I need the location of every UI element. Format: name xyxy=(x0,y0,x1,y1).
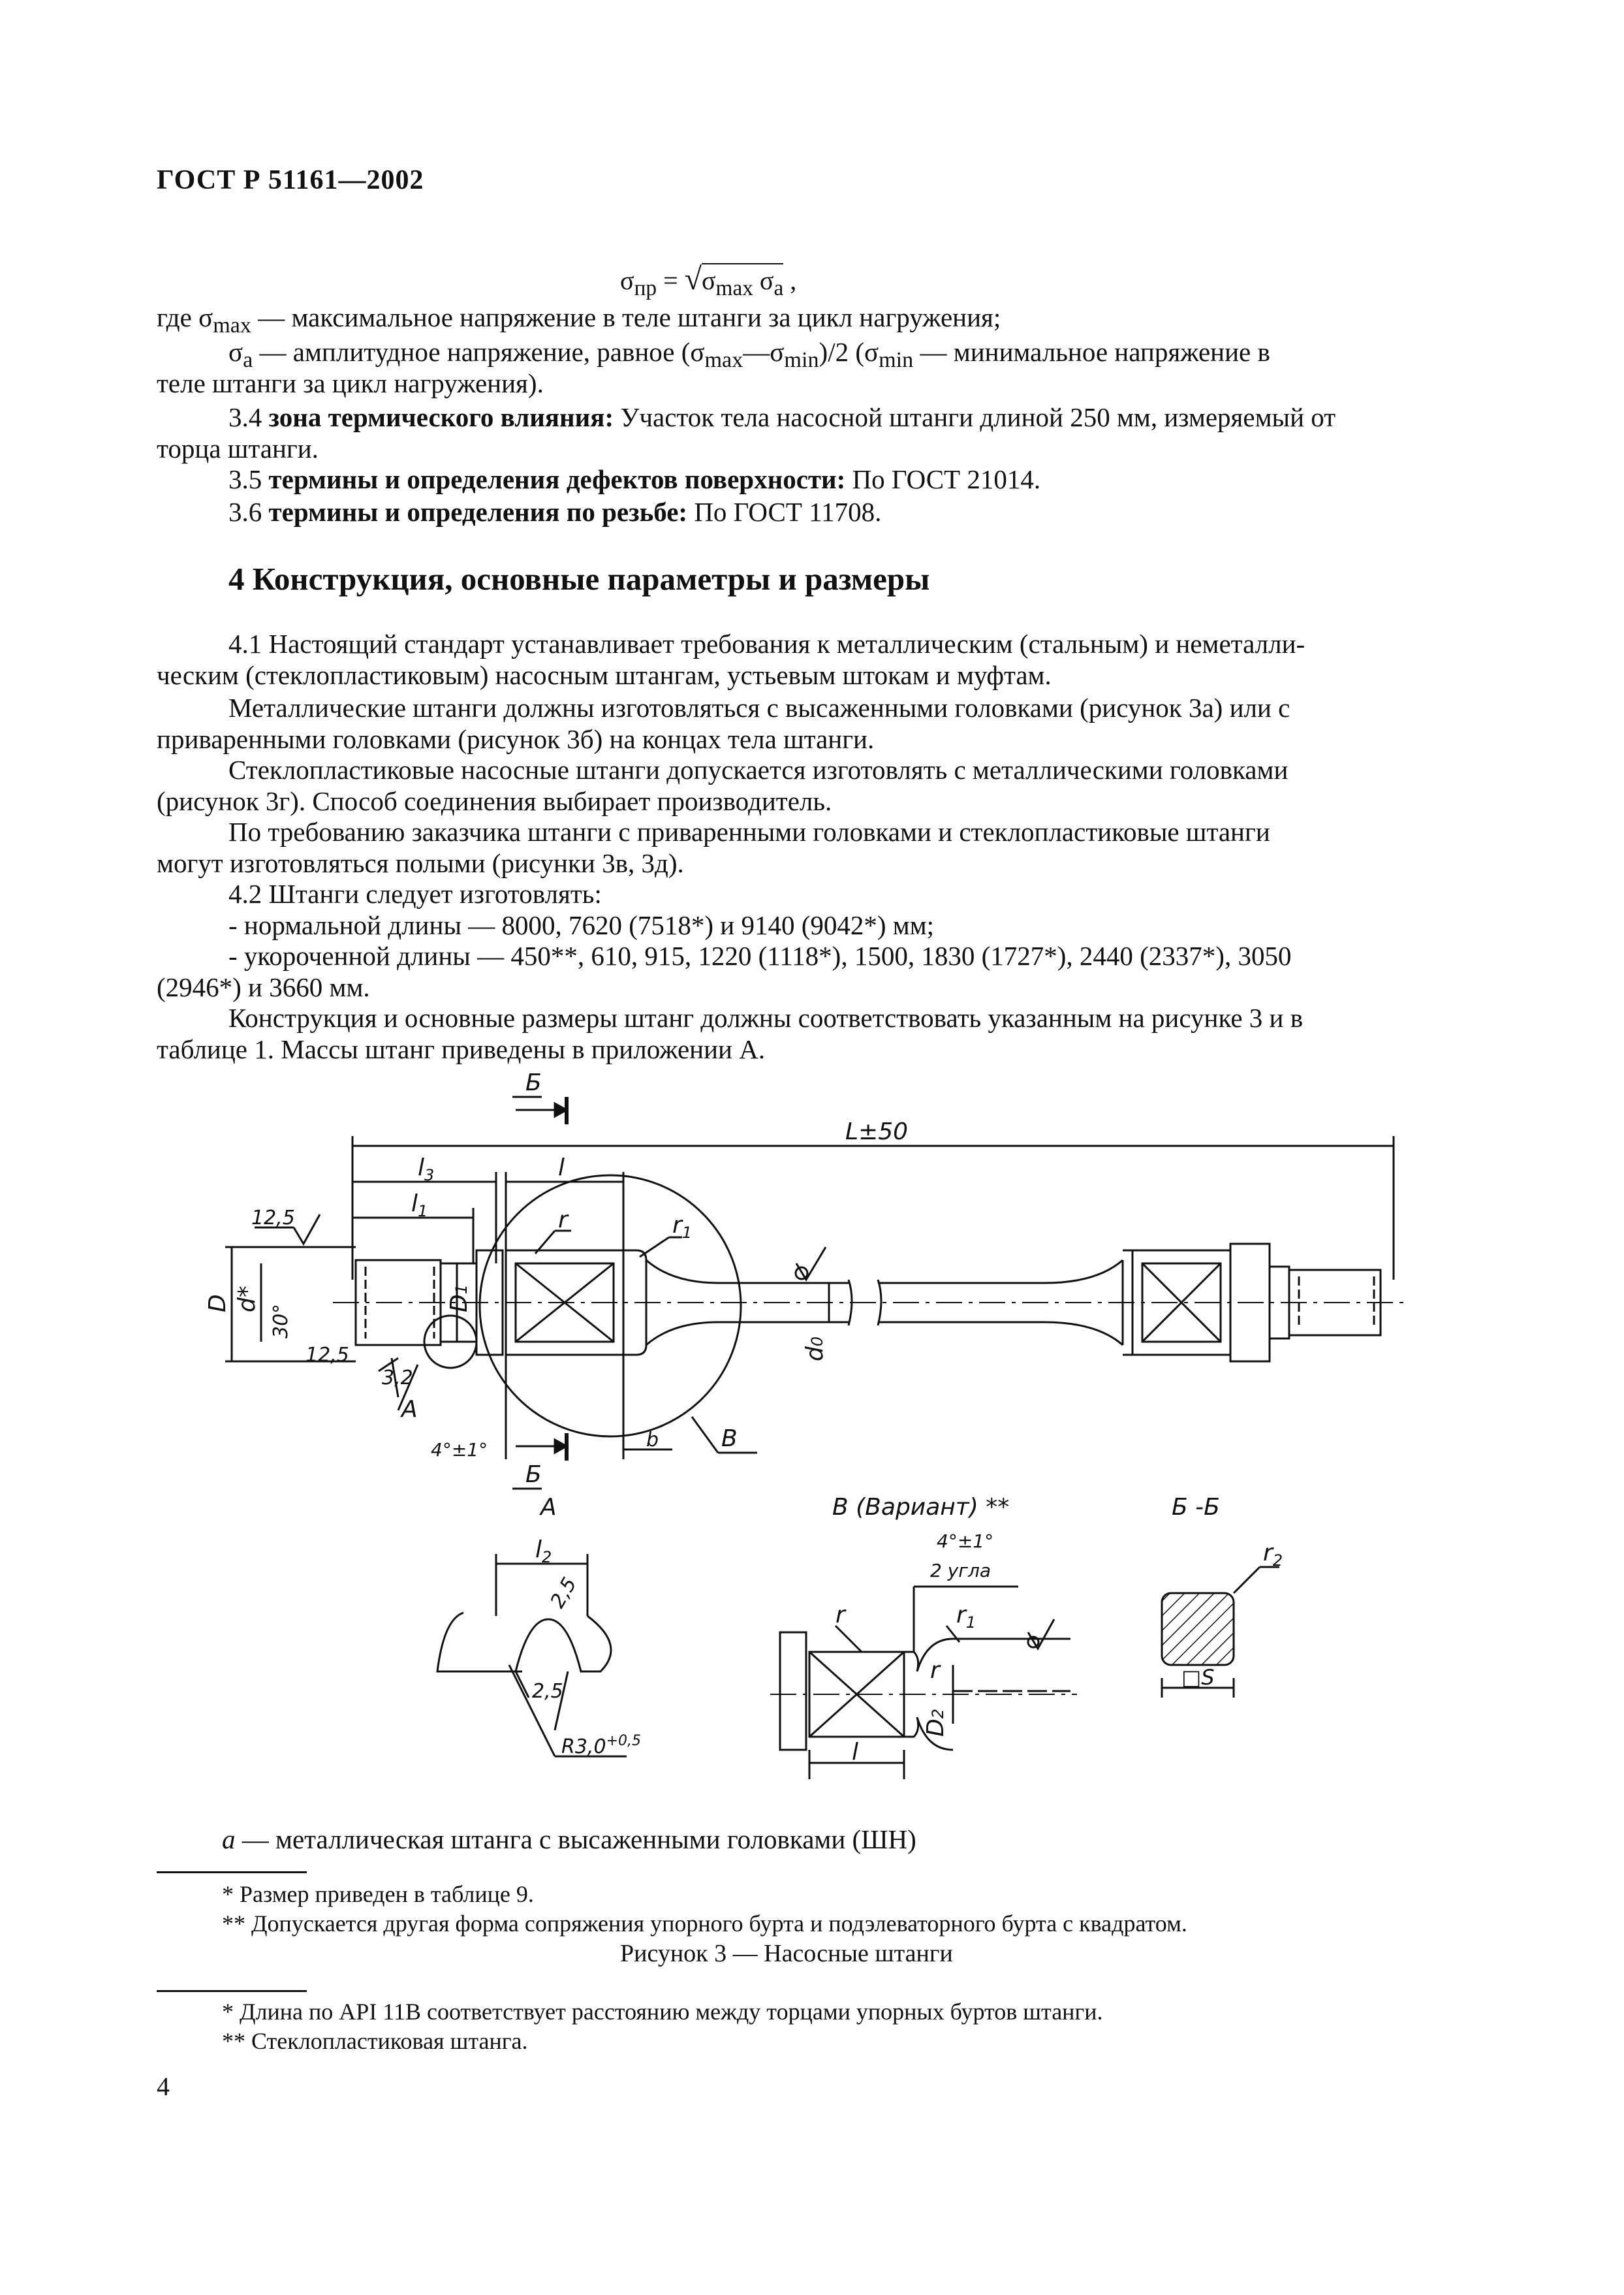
view-A-marker: A xyxy=(401,1396,418,1423)
footnote-rule-page xyxy=(157,1990,307,1992)
dim-label-d-star: d* xyxy=(234,1286,260,1312)
dim-label-l: l xyxy=(558,1154,565,1181)
figure-note-1: * Размер приведен в таблице 9. xyxy=(222,1881,534,1907)
para-4-1-line2: ческим (стеклопластиковым) насосным штангам, устьевым штокам и муфтам. xyxy=(157,660,1052,690)
para-2-line2: приваренными головками (рисунок 3б) на концах тела штанги. xyxy=(157,724,875,754)
dim-label-D2: D2 xyxy=(922,1708,949,1737)
section-BB-title: Б -Б xyxy=(1172,1494,1220,1521)
definition-sigma-a-cont: теле штанги за цикл нагружения). xyxy=(157,368,544,398)
term-3-4: 3.4 зона термического влияния: Участок тела насосной штанги длиной 250 мм, измеряемый от xyxy=(228,402,1336,432)
para-2-line1: Металлические штанги должны изготовляться с высаженными головками (рисунок 3а) или с xyxy=(228,693,1290,723)
dim-label-l2: $l_2$ xyxy=(535,1536,552,1566)
dim-label-2-5-a: 2,5 xyxy=(546,1574,582,1612)
para-4-1-line1: 4.1 Настоящий стандарт устанавливает требования к металлическим (стальным) и неметалли- xyxy=(228,629,1305,659)
para-4-2: 4.2 Штанги следует изготовлять: xyxy=(228,879,602,909)
figure-note-2: ** Допускается другая форма сопряжения упорного бурта и подэлеваторного бурта с квадратом. xyxy=(222,1910,1187,1937)
radius-r-label-b: r xyxy=(835,1602,845,1628)
sqrt-symbol: √ xyxy=(684,262,702,296)
figure-3a-drawing xyxy=(0,1071,1624,1822)
section-BB-drawing xyxy=(1162,1567,1279,1698)
dim-label-l1: $l_1$ xyxy=(411,1190,428,1220)
formula: $\sigma_{пр} = √\sigma_{max}$ $\sigma_a$ , xyxy=(620,262,797,300)
figure-subcaption: а — металлическая штанга с высаженными головками (ШН) xyxy=(222,1824,916,1854)
roughness-mark-body xyxy=(796,1247,826,1280)
para-4-line1: По требованию заказчика штанги с приваренными головками и стеклопластиковые штанги xyxy=(228,817,1270,847)
section-title: 4 Конструкция, основные параметры и размеры xyxy=(228,561,930,597)
detail-A-drawing xyxy=(437,1554,627,1756)
radius-r1-label-b: $r_1$ xyxy=(956,1602,976,1632)
para-design-line1: Конструкция и основные размеры штанг должны соответствовать указанным на рисунке 3 и в xyxy=(228,1003,1304,1033)
para-short-length-line2: (2946*) и 3660 мм. xyxy=(157,972,370,1002)
section-mark-top: Б xyxy=(525,1071,542,1096)
chamfer-label: 3,2 xyxy=(382,1367,413,1389)
radius-r1-label: $r_1$ xyxy=(672,1212,693,1242)
view-B-marker: B xyxy=(721,1425,738,1452)
term-3-6: 3.6 термины и определения по резьбе: По ГОСТ 11708. xyxy=(228,497,882,527)
two-angles-label: 2 угла xyxy=(930,1560,992,1581)
definition-sigma-max: где $\sigma_{max}$ — максимальное напряжение в теле штанги за цикл нагружения; xyxy=(157,302,1001,338)
page-number: 4 xyxy=(157,2072,170,2101)
para-4-line2: могут изготовляться полыми (рисунки 3в, 3д). xyxy=(157,848,684,878)
radius-R3-label: $R3,0^{+0,5}$ xyxy=(561,1733,641,1758)
para-normal-length: - нормальной длины — 8000, 7620 (7518*) и 9140 (9042*) мм; xyxy=(228,910,935,940)
angle-4-label-b: 4°±1° xyxy=(937,1530,994,1552)
dim-label-D: D xyxy=(204,1294,231,1312)
angle-30-label: 30° xyxy=(270,1303,292,1338)
detail-B-title: B (Вариант) ** xyxy=(832,1494,1010,1521)
roughness-label-bottom: 12,5 xyxy=(305,1344,349,1367)
footnote-1: * Длина по API 11B соответствует расстоянию между торцами упорных буртов штанги. xyxy=(222,1999,1103,2025)
detail-circle-B xyxy=(480,1175,741,1436)
angle-4-label: 4°±1° xyxy=(431,1439,488,1461)
para-short-length-line1: - укороченной длины — 450**, 610, 915, 1220 (1118*), 1500, 1830 (1727*), 2440 (2337*), 3050 xyxy=(228,941,1292,971)
footnote-rule-figure xyxy=(157,1871,307,1873)
dim-label-d0: d0 xyxy=(802,1336,828,1361)
dim-label-2-5-b: 2,5 xyxy=(532,1680,563,1703)
section-mark-bottom: Б xyxy=(525,1461,542,1488)
para-design-line2: таблице 1. Массы штанг приведены в приложении А. xyxy=(157,1034,766,1064)
detail-B-drawing xyxy=(770,1587,1077,1779)
radius-r-label-c: r xyxy=(930,1657,940,1684)
dim-label-D1: D1 xyxy=(446,1284,473,1312)
radius-r-label: r xyxy=(558,1207,568,1233)
definition-sigma-a: $\sigma_a$ — амплитудное напряжение, равное $(\sigma_{max}—\sigma_{min})/2$ ($\sigma_{min}$ — минимальное напряжение в xyxy=(228,337,1270,373)
term-3-4-cont: торца штанги. xyxy=(157,434,319,464)
document-header: ГОСТ Р 51161—2002 xyxy=(157,165,424,195)
dim-label-L: L±50 xyxy=(845,1118,909,1145)
roughness-label-top: 12,5 xyxy=(251,1207,295,1229)
footnote-2: ** Стеклопластиковая штанга. xyxy=(222,2028,528,2054)
dim-label-S: □S xyxy=(1181,1665,1215,1690)
figure-title: Рисунок 3 — Насосные штанги xyxy=(620,1940,953,1967)
detail-A-title: A xyxy=(540,1494,557,1521)
para-3-line1: Стеклопластиковые насосные штанги допускается изготовлять с металлическими головками xyxy=(228,755,1288,785)
term-3-5: 3.5 термины и определения дефектов поверхности: По ГОСТ 21014. xyxy=(228,464,1041,494)
dim-label-b: b xyxy=(646,1429,659,1451)
dim-label-l3: $l_3$ xyxy=(418,1154,435,1184)
dim-label-l-b: l xyxy=(852,1739,859,1765)
para-3-line2: (рисунок 3г). Способ соединения выбирает производитель. xyxy=(157,786,832,816)
radius-r2-label: $r_2$ xyxy=(1263,1540,1283,1570)
